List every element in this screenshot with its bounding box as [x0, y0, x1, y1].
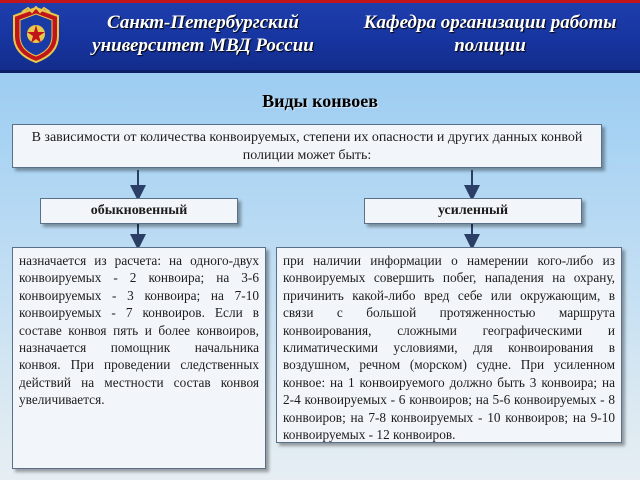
university-name: [68, 11, 338, 57]
header-stripe: [0, 0, 640, 3]
ordinary-convoy-label: обыкновенный: [40, 198, 238, 224]
ordinary-convoy-description: назначается из расчета: на одного-двух конвоируемых - 2 конвоира; на 3-6 конвоируемых - 3 конвоира; на 7-10 конвоируемых - 7 конвоиров. Если в составе конвоя пять и более конвоиров, назначается помощник начальника конвоя. При проведении следственных действий на местности состав конвоя увеличивается.: [12, 247, 266, 469]
header-banner: [0, 0, 640, 73]
reinforced-convoy-description: при наличии информации о намерении кого-либо из конвоируемых совершить побег, нападения на охрану, причинить какой-либо вред себе или окружающим, в связи с большой протяженностью маршрута конвоирования, сложными географическими и климатическими условиями, для конвоирования в воздушном, речном (морском) судне. При усиленном конвое: на 1 конвоируемого должно быть 3 конвоира; на 2-4 конвоируемых - 6 конвоиров; на 5-6 конвоируемых - 8 конвоиров; на 7-8 конвоируемых - 10 конвоиров; на 9-10 конвоируемых - 12 конвоиров.: [276, 247, 622, 443]
university-line-1: Санкт-Петербургский: [107, 12, 299, 33]
police-emblem-icon: [8, 6, 64, 64]
intro-box: В зависимости от количества конвоируемых, степени их опасности и других данных конвой полиции может быть:: [12, 124, 602, 168]
department-name: [340, 11, 640, 57]
reinforced-convoy-label: усиленный: [364, 198, 582, 224]
slide-title: Виды конвоев: [262, 91, 378, 111]
university-line-2: университет МВД России: [92, 35, 314, 56]
department-line-2: полиции: [454, 35, 526, 56]
department-line-1: Кафедра организации работы: [363, 12, 617, 33]
